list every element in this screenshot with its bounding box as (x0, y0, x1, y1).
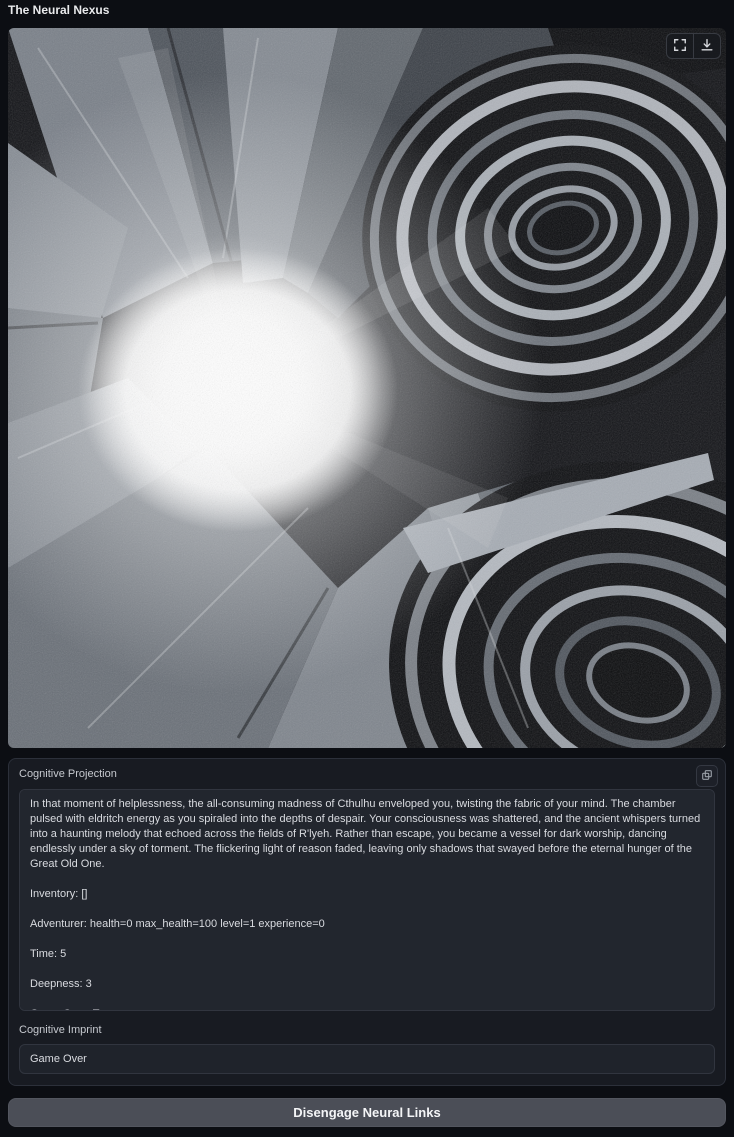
cognitive-imprint-label: Cognitive Imprint (19, 1024, 102, 1036)
fullscreen-icon (673, 38, 687, 55)
page-title: The Neural Nexus (8, 3, 110, 17)
disengage-neural-links-button[interactable]: Disengage Neural Links (8, 1098, 726, 1127)
copy-icon (701, 769, 713, 784)
cognitive-projection-label: Cognitive Projection (19, 768, 117, 780)
cognitive-projection-panel (8, 758, 726, 1086)
download-button[interactable] (694, 34, 720, 58)
copy-button[interactable] (696, 765, 718, 787)
adventure-image-block (8, 28, 726, 748)
adventure-artwork (8, 28, 726, 748)
image-toolbar (666, 33, 721, 59)
download-icon (700, 38, 714, 55)
cognitive-imprint-input[interactable] (19, 1044, 715, 1074)
cognitive-projection-textbox[interactable] (19, 789, 715, 1011)
fullscreen-button[interactable] (667, 34, 693, 58)
